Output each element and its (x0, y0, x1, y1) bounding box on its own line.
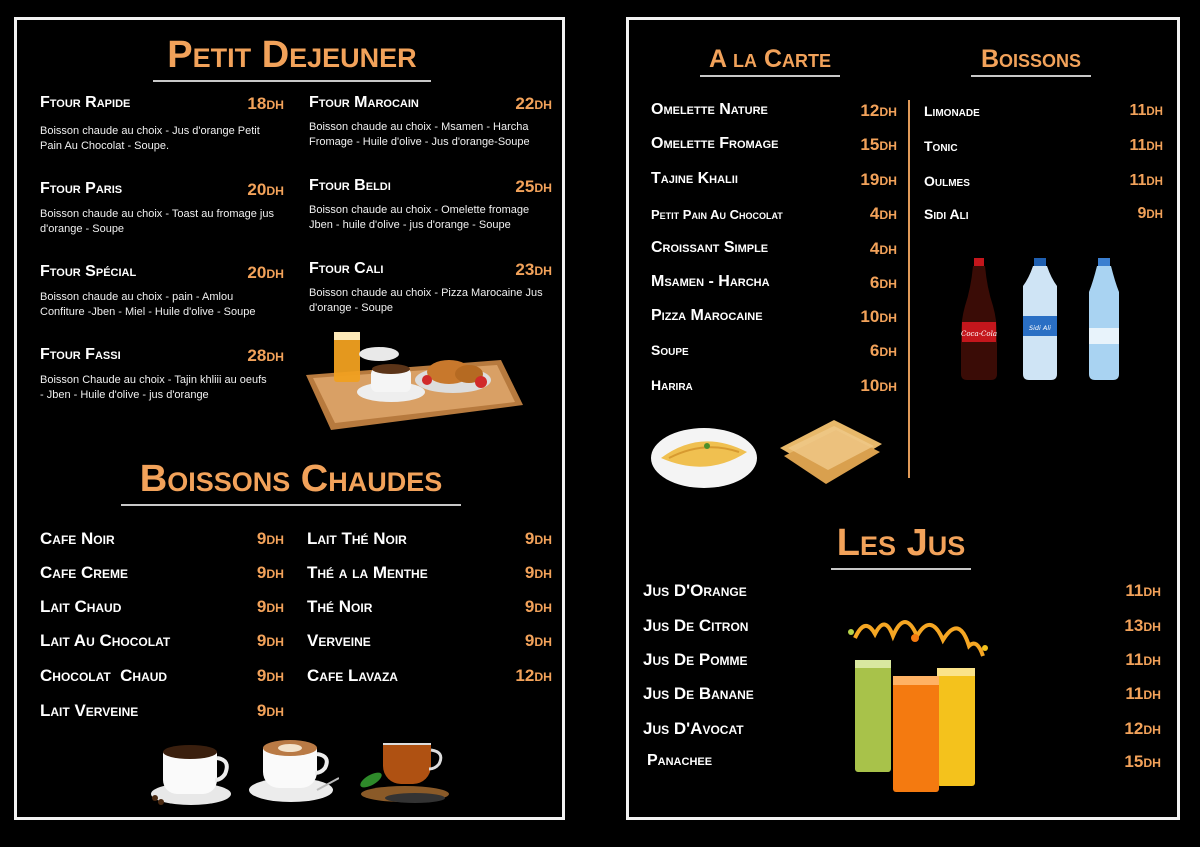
menu-item-price: 9DH (524, 597, 552, 616)
sparkling-water-bottle-image (1087, 258, 1121, 380)
menu-item-price: 15DH (1124, 752, 1161, 771)
menu-item-name: Petit Pain Au Chocolat (651, 207, 783, 222)
menu-item-description: Boisson chaude au choix - pain - Amlou Confiture -Jben - Miel - Huile d'olive - Soupe (40, 291, 256, 318)
menu-item-name: Cafe Creme (40, 563, 128, 582)
menu-item-name: Omelette Fromage (651, 135, 779, 152)
menu-item-name: Chocolat Chaud (40, 666, 168, 685)
menu-item-name: Ftour Spécial (40, 263, 137, 280)
column-divider (908, 100, 910, 478)
menu-item-description: Boisson chaude au choix - Jus d'orange Petit Pain Au Chocolat - Soupe. (40, 125, 260, 152)
boissons-title-text: Boissons (980, 45, 1082, 73)
cappuccino-cup-image (247, 738, 339, 804)
tea-cup-image (355, 734, 461, 806)
menu-item-name: Lait Thé Noir (307, 529, 407, 548)
menu-item-price: 11DH (1129, 102, 1163, 119)
menu-item-name: Jus D'Orange (643, 581, 747, 600)
menu-item-price: 9DH (256, 701, 284, 720)
menu-item-price: 11DH (1125, 684, 1161, 703)
menu-item-name: Lait Verveine (40, 701, 139, 720)
les-jus-title (831, 520, 971, 566)
petit-dejeuner-title-text: Petit Dejeuner (167, 34, 417, 76)
omelette-plate-image (649, 420, 759, 490)
menu-item-name: Ftour Marocain (309, 94, 419, 111)
menu-item-price: 12DH (860, 101, 897, 120)
menu-item-name: Ftour Fassi (40, 346, 121, 363)
boissons-chaudes-title (121, 456, 461, 502)
menu-item-name: Thé Noir (307, 597, 373, 616)
boissons-title (971, 44, 1091, 74)
juice-glasses-image (845, 608, 995, 793)
menu-item-price: 12DH (515, 666, 552, 685)
water-bottle-image (1021, 258, 1059, 380)
menu-item-price: 10DH (860, 376, 897, 395)
menu-item-name: Tonic (924, 138, 958, 154)
menu-item-description: Boisson chaude au choix - Omelette fromage Jben - huile d'olive - jus d'orange - Soupe (309, 204, 530, 231)
menu-item-price: 4DH (869, 204, 897, 223)
menu-item-price: 9DH (256, 597, 284, 616)
menu-item-price: 9DH (524, 563, 552, 582)
menu-item-description: Boisson chaude au choix - Toast au fromage jus d'orange - Soupe (40, 208, 274, 235)
menu-item-price: 25DH (515, 177, 552, 196)
menu-item-price: 9DH (524, 529, 552, 548)
menu-item-price: 6DH (869, 273, 897, 292)
menu-item-name: Omelette Nature (651, 101, 768, 118)
menu-item-price: 19DH (860, 170, 897, 189)
boissons-chaudes-title-text: Boissons Chaudes (139, 458, 443, 500)
menu-item-price: 9DH (1137, 205, 1163, 222)
menu-item-price: 4DH (869, 239, 897, 258)
menu-item-price: 11DH (1125, 650, 1161, 669)
menu-item-name: Cafe Noir (40, 529, 115, 548)
menu-item-name: Verveine (307, 631, 371, 650)
menu-item-price: 28DH (247, 346, 284, 365)
menu-item-price: 6DH (869, 341, 897, 360)
left-menu-panel (14, 17, 565, 820)
menu-item-name: Cafe Lavaza (307, 666, 398, 685)
menu-item-price: 15DH (860, 135, 897, 154)
menu-item-name: Ftour Beldi (309, 177, 391, 194)
menu-item-name: Jus De Banane (643, 684, 754, 703)
menu-item-name: Jus De Pomme (643, 650, 748, 669)
menu-item-name: Jus D'Avocat (643, 719, 744, 738)
les-jus-title-text: Les Jus (836, 522, 966, 564)
menu-item-name: Oulmes (924, 173, 970, 189)
menu-item-name: Sidi Ali (924, 206, 969, 222)
menu-item-price: 9DH (256, 666, 284, 685)
menu-item-name: Ftour Rapide (40, 94, 131, 111)
coffee-cup-image (149, 738, 235, 808)
menu-item-name: Tajine Khalii (651, 170, 738, 187)
menu-item-name: Thé a la Menthe (307, 563, 428, 582)
menu-item-name: Msamen - Harcha (651, 273, 770, 290)
menu-item-name: Jus De Citron (643, 616, 749, 635)
menu-item-price: 12DH (1124, 719, 1161, 738)
menu-item-price: 10DH (860, 307, 897, 326)
coca-cola-bottle-image (959, 258, 999, 380)
menu-item-description: Boisson chaude au choix - Pizza Marocaine Jus d'orange - Soupe (309, 287, 543, 314)
menu-item-price: 11DH (1129, 137, 1163, 154)
a-la-carte-title (700, 44, 840, 74)
msamen-image (774, 418, 884, 486)
menu-item-name: Limonade (924, 103, 980, 119)
menu-item-name: Croissant Simple (651, 239, 769, 256)
menu-item-price: 18DH (247, 94, 284, 113)
menu-item-price: 9DH (256, 631, 284, 650)
menu-item-name: Lait Chaud (40, 597, 122, 616)
menu-item-description: Boisson chaude au choix - Msamen - Harcha Fromage - Huile d'olive - Jus d'orange-Soupe (309, 121, 530, 148)
menu-item-name: Ftour Cali (309, 260, 384, 277)
menu-item-name: Panachee (647, 752, 713, 769)
menu-item-price: 13DH (1124, 616, 1161, 635)
sidi-ali-label: Sidi Ali (1029, 324, 1051, 332)
menu-item-price: 23DH (515, 260, 552, 279)
menu-item-name: Lait Au Chocolat (40, 631, 171, 650)
menu-item-price: 22DH (515, 94, 552, 113)
right-menu-panel (626, 17, 1180, 820)
a-la-carte-title-text: A la Carte (708, 45, 832, 73)
breakfast-tray-image (301, 330, 526, 435)
menu-item-price: 9DH (524, 631, 552, 650)
menu-item-price: 11DH (1125, 581, 1161, 600)
petit-dejeuner-title (153, 32, 431, 78)
menu-item-description: Boisson Chaude au choix - Tajin khliii au oeufs - Jben - Huile d'olive - jus d'orange (40, 374, 267, 401)
menu-item-price: 11DH (1129, 172, 1163, 189)
coca-cola-label: Coca-Cola (960, 330, 998, 338)
menu-item-name: Harira (651, 377, 693, 393)
menu-item-name: Soupe (651, 342, 689, 358)
menu-item-price: 9DH (256, 529, 284, 548)
menu-item-name: Pizza Marocaine (651, 307, 763, 324)
menu-item-price: 20DH (247, 263, 284, 282)
menu-item-name: Ftour Paris (40, 180, 123, 197)
menu-item-price: 9DH (256, 563, 284, 582)
menu-item-price: 20DH (247, 180, 284, 199)
